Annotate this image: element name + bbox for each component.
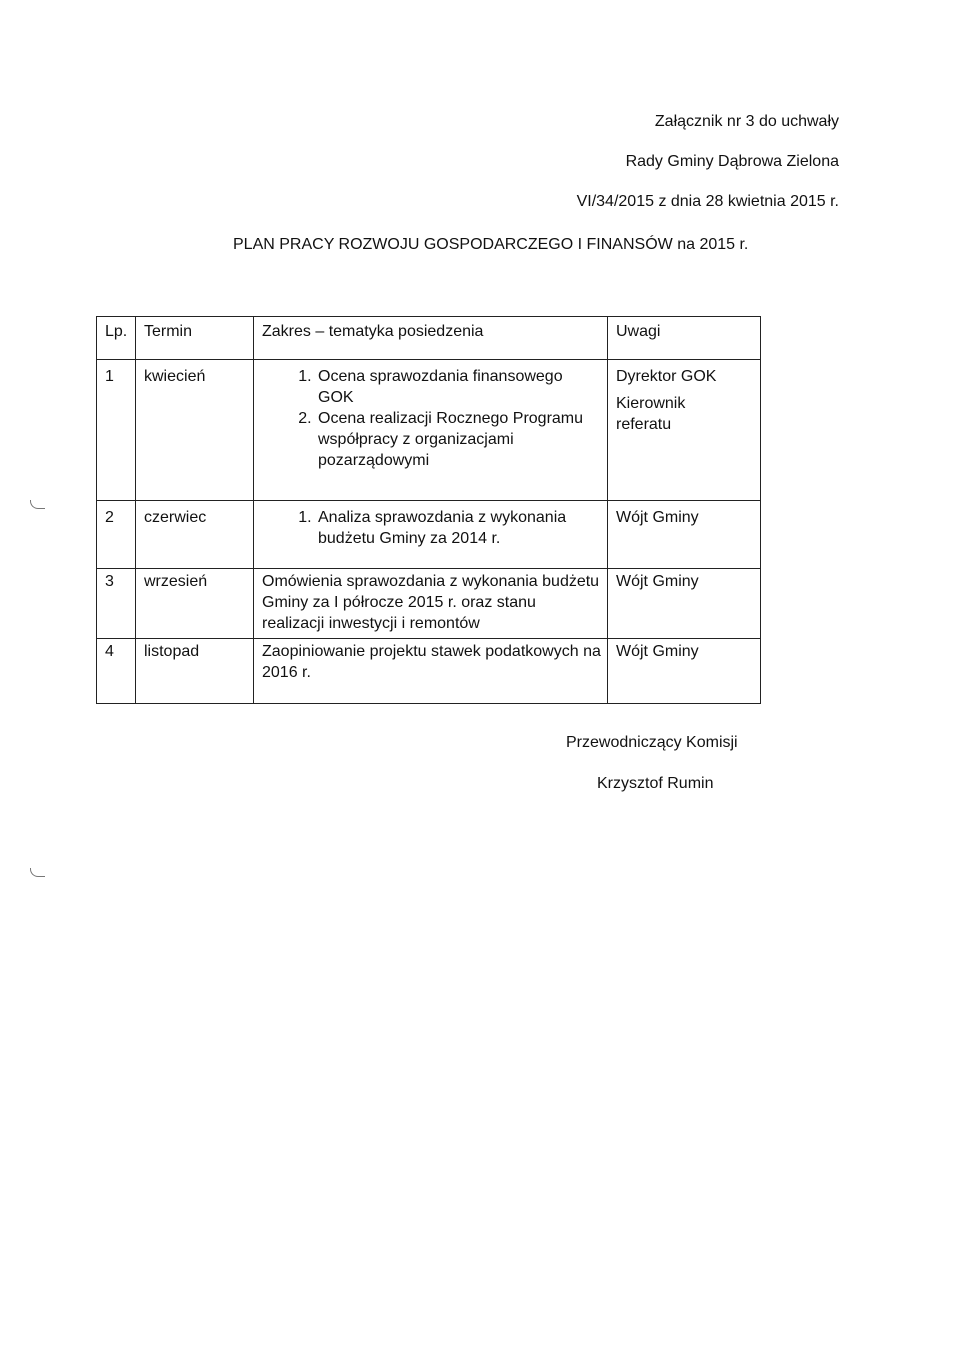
scan-mark (30, 868, 45, 877)
cell-termin: listopad (136, 639, 254, 704)
signature-name: Krzysztof Rumin (597, 775, 714, 792)
scan-mark (30, 500, 45, 509)
header-resolution-line: VI/34/2015 z dnia 28 kwietnia 2015 r. (576, 193, 839, 210)
cell-termin: czerwiec (136, 501, 254, 569)
cell-termin: kwiecień (136, 360, 254, 501)
cell-lp: 1 (97, 360, 136, 501)
header-termin: Termin (136, 317, 254, 360)
cell-lp: 2 (97, 501, 136, 569)
cell-zakres: Zaopiniowanie projektu stawek podatkowych na 2016 r. (254, 639, 608, 704)
header-lp: Lp. (97, 317, 136, 360)
table-row (97, 569, 761, 639)
cell-lp: 4 (97, 639, 136, 704)
header-council-line: Rady Gminy Dąbrowa Zielona (625, 153, 839, 170)
cell-termin: wrzesień (136, 569, 254, 639)
document-title: PLAN PRACY ROZWOJU GOSPODARCZEGO I FINANSÓW na 2015 r. (233, 236, 749, 253)
table-row (97, 360, 761, 501)
cell-zakres (254, 501, 608, 569)
cell-uwagi (608, 360, 761, 501)
header-zakres: Zakres – tematyka posiedzenia (254, 317, 608, 360)
cell-uwagi: Wójt Gminy (608, 639, 761, 704)
list-item: 1. Analiza sprawozdania z wykonania budżetu Gminy za 2014 r. (316, 507, 601, 549)
table-row (97, 639, 761, 704)
table-header-row (97, 317, 761, 360)
uwagi-entry: Kierownik referatu (616, 395, 686, 433)
topic-list (254, 366, 601, 471)
header-annex-line: Załącznik nr 3 do uchwały (654, 113, 839, 130)
list-item: 2. Ocena realizacji Rocznego Programu współpracy z organizacjami pozarządowymi (316, 408, 601, 471)
cell-uwagi: Wójt Gminy (608, 569, 761, 639)
cell-uwagi: Wójt Gminy (608, 501, 761, 569)
cell-zakres: Omówienia sprawozdania z wykonania budżetu Gminy za I półrocze 2015 r. oraz stanu realizacji inwestycji i remontów (254, 569, 608, 639)
header-uwagi: Uwagi (608, 317, 761, 360)
table-row (97, 501, 761, 569)
uwagi-entry: Dyrektor GOK (616, 368, 717, 385)
list-item: 1. Ocena sprawozdania finansowego GOK (316, 366, 601, 408)
work-plan-table (96, 316, 761, 704)
cell-zakres (254, 360, 608, 501)
topic-list (254, 507, 601, 549)
cell-lp: 3 (97, 569, 136, 639)
signature-role: Przewodniczący Komisji (566, 734, 738, 751)
